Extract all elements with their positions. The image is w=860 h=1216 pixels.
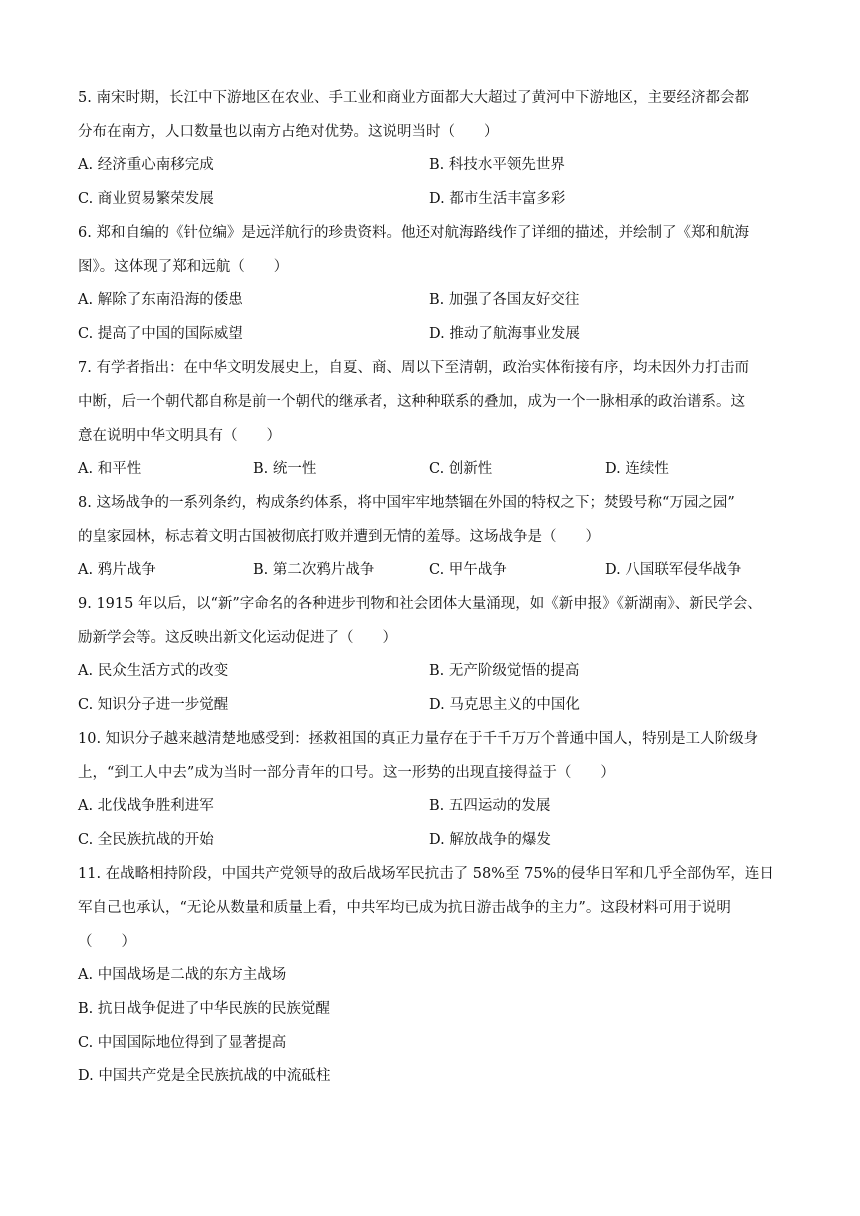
option-a: A. 和平性	[78, 461, 142, 477]
question-11-stem	[78, 858, 784, 959]
option-a: A. 中国战场是二战的东方主战场	[78, 967, 287, 983]
question-8-line-1: 8. 这场战争的一系列条约，构成条约体系，将中国牢牢地禁锢在外国的特权之下；焚毁号称“万园之园”	[78, 495, 735, 511]
question-9-options	[78, 655, 784, 723]
option-d: D. 解放战争的爆发	[429, 831, 551, 848]
question-9-line-2: 励新学会等。这反映出新文化运动促进了（ ）	[78, 629, 397, 646]
question-5-line-2: 分布在南方，人口数量也以南方占绝对优势。这说明当时（ ）	[78, 123, 499, 140]
question-7-line-2: 中断，后一个朝代都自称是前一个朝代的继承者，这种种联系的叠加，成为一个一脉相承的政治谱系。这	[78, 393, 745, 410]
option-b: B. 无产阶级觉悟的提高	[429, 663, 580, 679]
option-a: A. 经济重心南移完成	[78, 157, 214, 173]
question-9-line-1: 9. 1915 年以后，以“新”字命名的各种进步刊物和社会团体大量涌现，如《新申报》《新湖南》、新民学会、	[78, 596, 762, 612]
option-d: D. 八国联军侵华战争	[605, 562, 742, 578]
question-11-options	[78, 959, 784, 1094]
option-a: A. 解除了东南沿海的倭患	[78, 292, 243, 308]
option-c: C. 全民族抗战的开始	[78, 831, 214, 848]
question-7-line-3: 意在说明中华文明具有（ ）	[78, 427, 281, 444]
question-6-line-2: 图》。这体现了郑和远航（ ）	[78, 258, 289, 275]
option-c: C. 知识分子进一步觉醒	[78, 696, 229, 713]
option-d: D. 推动了航海事业发展	[429, 325, 580, 342]
question-8-line-2: 的皇家园林，标志着文明古国被彻底打败并遭到无情的羞辱。这场战争是（ ）	[78, 528, 600, 545]
question-8-options	[78, 554, 784, 588]
question-7-options	[78, 453, 784, 487]
question-6-line-1: 6. 郑和自编的《针位编》是远洋航行的珍贵资料。他还对航海路线作了详细的描述，并绘制了《郑和航海	[78, 225, 749, 241]
question-10-options	[78, 790, 784, 858]
question-10-line-2: 上，“到工人中去”成为当时一部分青年的口号。这一形势的出现直接得益于（ ）	[78, 764, 615, 781]
question-5-options	[78, 149, 784, 217]
question-8-stem	[78, 487, 784, 555]
option-b: B. 统一性	[253, 461, 317, 477]
question-11-line-3: （ ）	[78, 933, 136, 950]
option-b: B. 抗日战争促进了中华民族的民族觉醒	[78, 1000, 330, 1017]
option-b: B. 加强了各国友好交往	[429, 292, 580, 308]
question-7-line-1: 7. 有学者指出：在中华文明发展史上，自夏、商、周以下至清朝，政治实体衔接有序，均未因外力打击而	[78, 360, 749, 376]
option-c: C. 甲午战争	[429, 562, 507, 578]
option-d: D. 都市生活丰富多彩	[429, 190, 566, 207]
question-6-options	[78, 284, 784, 352]
question-5-line-1: 5. 南宋时期，长江中下游地区在农业、手工业和商业方面都大大超过了黄河中下游地区，主要经济都会都	[78, 90, 749, 106]
option-c: C. 创新性	[429, 461, 493, 477]
option-a: A. 民众生活方式的改变	[78, 663, 229, 679]
option-a: A. 鸦片战争	[78, 562, 156, 578]
question-5-stem	[78, 82, 784, 150]
option-c: C. 商业贸易繁荣发展	[78, 190, 214, 207]
question-11-line-2: 军自己也承认，“无论从数量和质量上看，中共军均已成为抗日游击战争的主力”。这段材料可用于说明	[78, 899, 731, 916]
question-7-stem	[78, 352, 784, 453]
option-d: D. 马克思主义的中国化	[429, 696, 580, 713]
option-b: B. 五四运动的发展	[429, 798, 551, 814]
question-9-stem	[78, 588, 784, 656]
question-10-stem	[78, 723, 784, 791]
question-11-line-1: 11. 在战略相持阶段，中国共产党领导的敌后战场军民抗击了 58%至 75%的侵华日军和几乎全部伪军，连日	[78, 866, 774, 882]
option-c: C. 提高了中国的国际威望	[78, 325, 243, 342]
option-d: D. 中国共产党是全民族抗战的中流砥柱	[78, 1068, 331, 1085]
option-b: B. 第二次鸦片战争	[253, 562, 375, 578]
question-10-line-1: 10. 知识分子越来越清楚地感受到：拯救祖国的真正力量存在于千千万万个普通中国人，特别是工人阶级身	[78, 731, 759, 747]
option-a: A. 北伐战争胜利进军	[78, 798, 214, 814]
option-b: B. 科技水平领先世界	[429, 157, 565, 173]
option-c: C. 中国国际地位得到了显著提高	[78, 1034, 287, 1051]
question-6-stem	[78, 217, 784, 285]
option-d: D. 连续性	[605, 461, 669, 477]
